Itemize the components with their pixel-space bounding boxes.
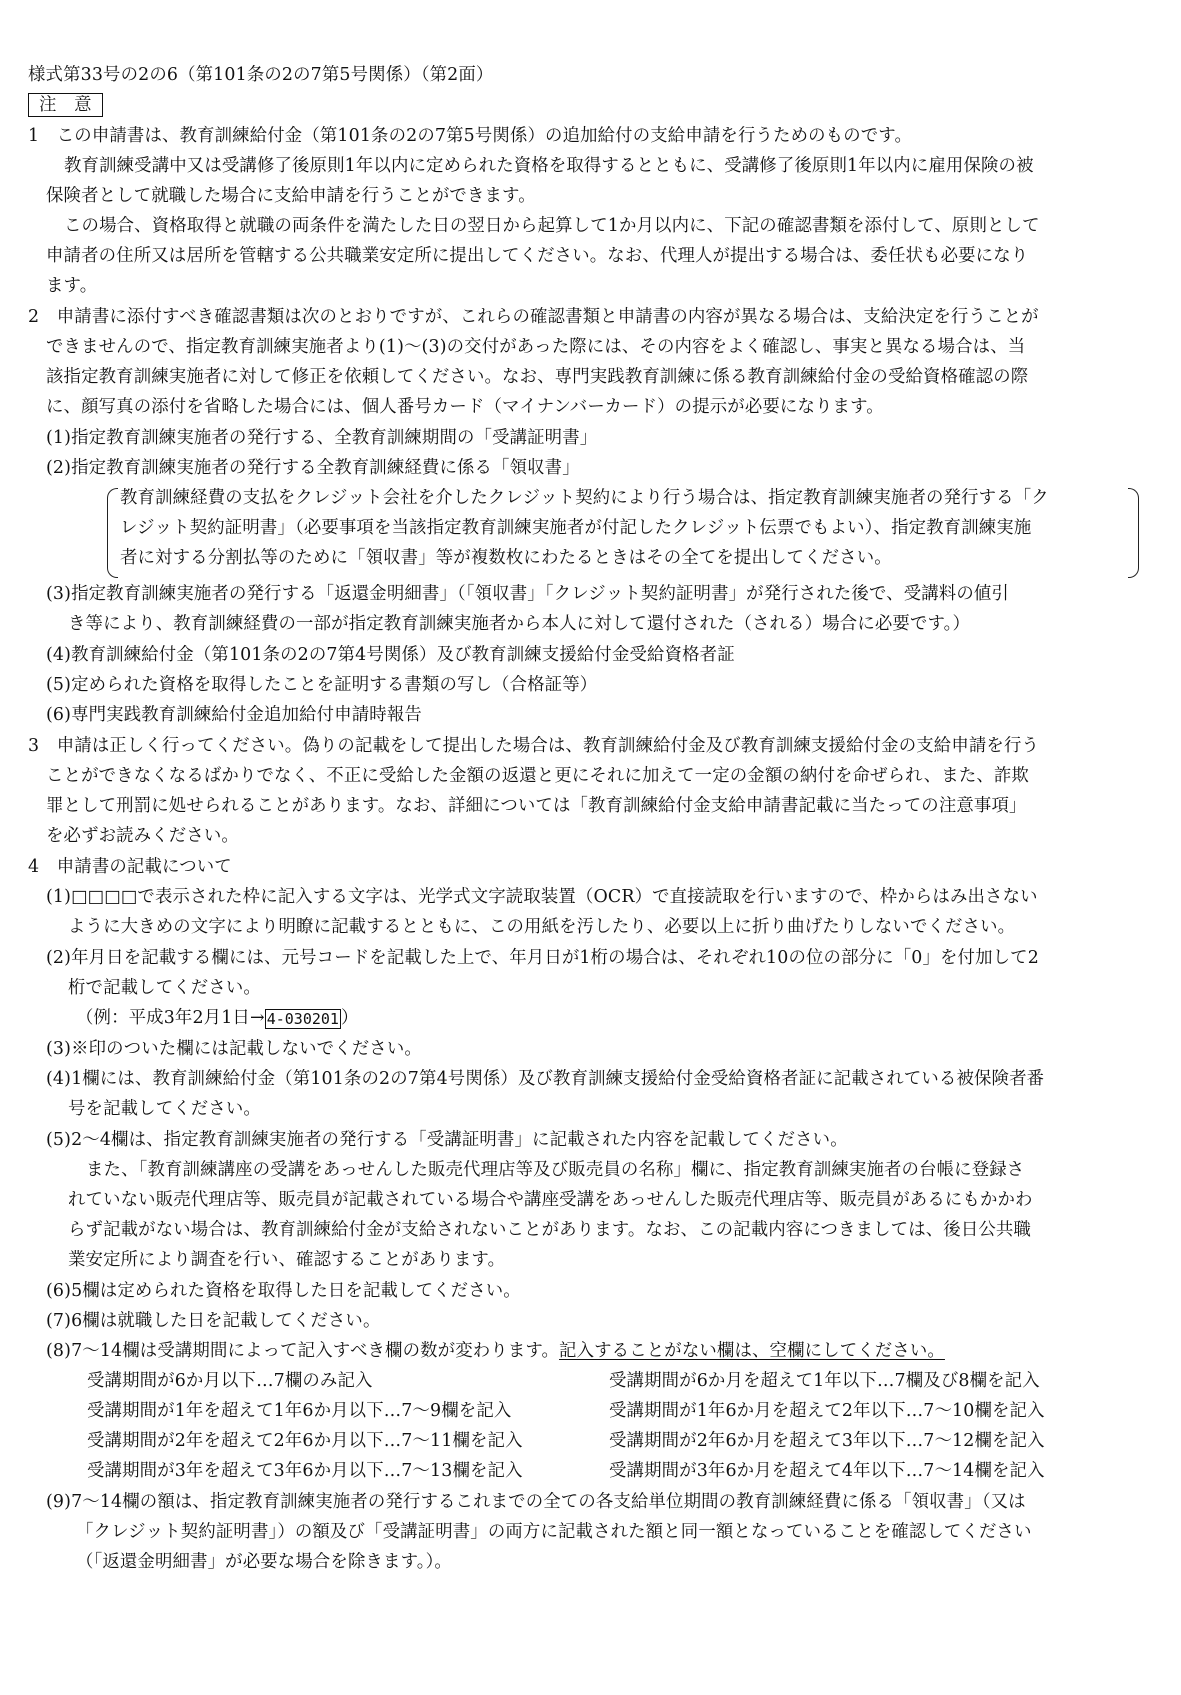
s2-item-4: (4)教育訓練給付金（第101条の2の7第4号関係）及び教育訓練支援給付金受給資格者証: [46, 645, 735, 665]
example-ocr-code: 4-030201: [266, 1009, 339, 1028]
s2-item-5: (5)定められた資格を取得したことを証明する書類の写し（合格証等）: [46, 675, 598, 695]
s4-p5-line-5: 業安定所により調査を行い、確認することがあります。: [68, 1250, 506, 1270]
s4-p6: (6)5欄は定められた資格を取得した日を記載してください。: [46, 1281, 521, 1301]
s4-p9-line-1: (9)7～14欄の額は、指定教育訓練実施者の発行するこれまでの全ての各支給単位期間の教育訓練経費に係る「領収書」（又は: [46, 1492, 1026, 1512]
period-table-r1-c1: 受講期間が6か月以下…7欄のみ記入: [87, 1371, 373, 1391]
s4-p1-text: で表示された枠に記入する文字は、光学式文字読取装置（OCR）で直接読取を行いますので、枠からはみ出さない: [137, 887, 1038, 907]
s4-p1-line-1: [46, 882, 1038, 912]
s2-item-2: (2)指定教育訓練実施者の発行する全教育訓練経費に係る「領収書」: [46, 458, 580, 478]
s2-line-3: 該指定教育訓練実施者に対して修正を依頼してください。なお、専門実践教育訓練に係る教育訓練給付金の受給資格確認の際: [46, 367, 1029, 387]
s1-line-1: 1 この申請書は、教育訓練給付金（第101条の2の7第5号関係）の追加給付の支給申請を行うためのものです。: [28, 126, 912, 146]
s4-p8-line: [46, 1336, 945, 1366]
s3-line-4: を必ずお読みください。: [46, 826, 239, 846]
bracket-right: [1128, 488, 1139, 578]
s2-line-2: できませんので、指定教育訓練実施者より(1)～(3)の交付があった際には、その内容をよく確認し、事実と異なる場合は、当: [46, 337, 1026, 357]
period-table-r2-c1: 受講期間が1年を超えて1年6か月以下…7～9欄を記入: [87, 1401, 512, 1421]
s1-line-2: 教育訓練受講中又は受講修了後原則1年以内に定められた資格を取得するとともに、受講修了後原則1年以内に雇用保険の被: [64, 156, 1034, 176]
s4-p5-line-3: れていない販売代理店等、販売員が記載されている場合や講座受講をあっせんした販売代理店等、販売員があるにもかかわ: [68, 1190, 1033, 1210]
example-prefix: （例：平成3年2月1日→: [76, 1008, 265, 1028]
s4-p5-line-1: (5)2～4欄は、指定教育訓練実施者の発行する「受講証明書」に記載された内容を記載してください。: [46, 1130, 848, 1150]
s2-line-1: 2 申請書に添付すべき確認書類は次のとおりですが、これらの確認書類と申請書の内容が異なる場合は、支給決定を行うことが: [28, 307, 1039, 327]
example-suffix: ）: [340, 1008, 359, 1028]
s4-p9-line-3: （「返還金明細書」が必要な場合を除きます。）。: [76, 1552, 452, 1572]
s2-line-4: に、顔写真の添付を省略した場合には、個人番号カード（マイナンバーカード）の提示が必要になります。: [46, 397, 884, 417]
notice-heading: [28, 90, 103, 120]
s1-line-3: 保険者として就職した場合に支給申請を行うことができます。: [46, 186, 536, 206]
s4-p5-line-2: また、「教育訓練講座の受講をあっせんした販売代理店等及び販売員の名称」欄に、指定教育訓練実施者の台帳に登録さ: [86, 1160, 1025, 1180]
s4-p2-example: [76, 1003, 359, 1033]
s1-line-6: ます。: [46, 276, 98, 296]
s3-line-2: ことができなくなるばかりでなく、不正に受給した金額の返還と更にそれに加えて一定の金額の納付を命ぜられ、また、詐欺: [46, 766, 1029, 786]
form-page: [28, 60, 1138, 1600]
period-table-r3-c1: 受講期間が2年を超えて2年6か月以下…7～11欄を記入: [87, 1431, 523, 1451]
notice-label: 注 意: [28, 93, 103, 117]
s4-p7: (7)6欄は就職した日を記載してください。: [46, 1311, 381, 1331]
ocr-box-sample: □□□□: [71, 887, 138, 907]
s4-p4-line-2: 号を記載してください。: [68, 1099, 261, 1119]
s4-p2-line-2: 桁で記載してください。: [68, 978, 261, 998]
s2-item-3a: (3)指定教育訓練実施者の発行する「返還金明細書」（「領収書」「クレジット契約証明書」が発行された後で、受講料の値引: [46, 584, 1009, 604]
bracket-line-2: レジット契約証明書」（必要事項を当該指定教育訓練実施者が付記したクレジット伝票でもよい）、指定教育訓練実施: [120, 518, 1032, 538]
s4-p3: (3)※印のついた欄には記載しないでください。: [46, 1039, 422, 1059]
bracket-line-3: 者に対する分割払等のために「領収書」等が複数枚にわたるときはその全てを提出してください。: [120, 548, 892, 568]
period-table-r1-c2: 受講期間が6か月を超えて1年以下…7欄及び8欄を記入: [609, 1371, 1040, 1391]
s4-p8-text: (8)7～14欄は受講期間によって記入すべき欄の数が変わります。: [46, 1341, 560, 1361]
s3-line-3: 罪として刑罰に処せられることがあります。なお、詳細については「教育訓練給付金支給申請書記載に当たっての注意事項」: [46, 796, 1027, 816]
s4-p1-line-2: ように大きめの文字により明瞭に記載するとともに、この用紙を汚したり、必要以上に折り曲げたりしないでください。: [68, 917, 1016, 937]
s4-p8-underlined: 記入することがない欄は、空欄にしてください。: [559, 1341, 945, 1361]
s2-item-3b: き等により、教育訓練経費の一部が指定教育訓練実施者から本人に対して還付された（される）場合に必要です。）: [68, 614, 971, 634]
s4-p1-prefix: (1): [46, 887, 72, 907]
period-table-r4-c1: 受講期間が3年を超えて3年6か月以下…7～13欄を記入: [87, 1461, 523, 1481]
s4-p9-line-2: 「クレジット契約証明書」）の額及び「受講証明書」の両方に記載された額と同一額となっていることを確認してください: [76, 1522, 1032, 1542]
s4-p2-line-1: (2)年月日を記載する欄には、元号コードを記載した上で、年月日が1桁の場合は、それぞれ10の位の部分に「0」を付加して2: [46, 948, 1039, 968]
period-table-r3-c2: 受講期間が2年6か月を超えて3年以下…7～12欄を記入: [609, 1431, 1045, 1451]
bracket-line-1: 教育訓練経費の支払をクレジット会社を介したクレジット契約により行う場合は、指定教育訓練実施者の発行する「ク: [120, 488, 1049, 508]
s2-item-1: (1)指定教育訓練実施者の発行する、全教育訓練期間の「受講証明書」: [46, 428, 598, 448]
s1-line-5: 申請者の住所又は居所を管轄する公共職業安定所に提出してください。なお、代理人が提出する場合は、委任状も必要になり: [46, 246, 1029, 266]
bracket-left: [107, 488, 118, 578]
s1-line-4: この場合、資格取得と就職の両条件を満たした日の翌日から起算して1か月以内に、下記の確認書類を添付して、原則として: [64, 216, 1040, 236]
s3-line-1: 3 申請は正しく行ってください。偽りの記載をして提出した場合は、教育訓練給付金及び教育訓練支援給付金の支給申請を行う: [28, 736, 1040, 756]
s4-p4-line-1: (4)1欄には、教育訓練給付金（第101条の2の7第4号関係）及び教育訓練支援給付金受給資格者証に記載されている被保険者番: [46, 1069, 1045, 1089]
s2-item-6: (6)専門実践教育訓練給付金追加給付申請時報告: [46, 705, 422, 725]
form-header: 様式第33号の2の6（第101条の2の7第5号関係）（第2面）: [28, 65, 494, 85]
period-table-r2-c2: 受講期間が1年6か月を超えて2年以下…7～10欄を記入: [609, 1401, 1045, 1421]
s4-p5-line-4: らず記載がない場合は、教育訓練給付金が支給されないことがあります。なお、この記載内容につきましては、後日公共職: [68, 1220, 1031, 1240]
s4-title: 4 申請書の記載について: [28, 857, 232, 877]
period-table-r4-c2: 受講期間が3年6か月を超えて4年以下…7～14欄を記入: [609, 1461, 1045, 1481]
